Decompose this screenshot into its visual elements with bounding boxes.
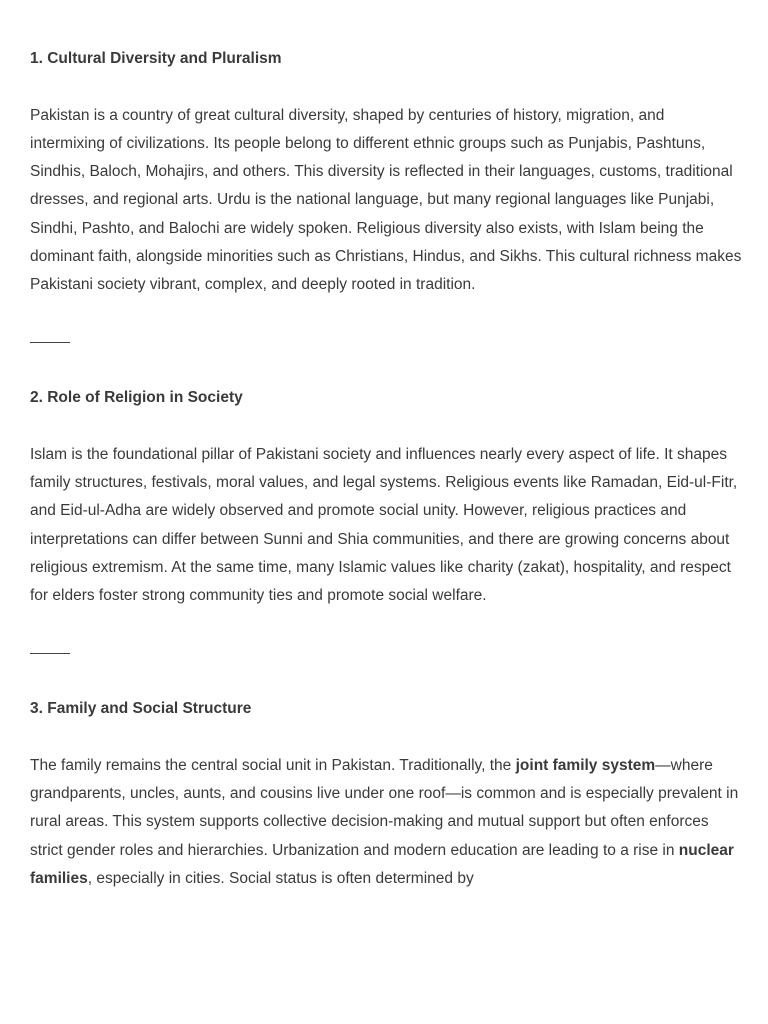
spacer (30, 724, 742, 752)
section-divider (30, 342, 70, 343)
spacer (30, 356, 742, 384)
spacer (30, 73, 742, 101)
spacer (30, 667, 742, 695)
section-3-heading: 3. Family and Social Structure (30, 700, 252, 718)
spacer (30, 413, 742, 441)
paragraph-text: , especially in cities. Social status is often determined by (87, 870, 474, 888)
section-2-paragraph: Islam is the foundational pillar of Pakistani society and influences nearly every aspect of life. It shapes family structures, festivals, moral values, and legal systems. Religious events like Ramadan, Eid-ul-Fitr, and Eid-ul-Adha are widely observed and promote social unity. However, religious practices and interpretations can differ between Sunni and Shia communities, and there are growing concerns about religious extremism. At the same time, many Islamic values like charity (zakat), hospitality, and respect for elders foster strong community ties and promote social welfare. (30, 445, 738, 605)
paragraph-text: —where grandparents, uncles, aunts, and cousins live under one roof—is common and is especially prevalent in rural areas. This system supports collective decision-making and mutual support but often enforces strict gender roles and hierarchies. Urbanization and modern education are leading to a rise in (30, 756, 739, 859)
section-divider (30, 653, 70, 654)
document-body (30, 45, 742, 893)
spacer (30, 611, 742, 639)
bold-term-nuclear-families: nuclear families (30, 841, 734, 888)
bold-term-joint-family: joint family system (515, 756, 656, 774)
section-3-paragraph (30, 752, 742, 893)
spacer (30, 300, 742, 328)
section-2-heading: 2. Role of Religion in Society (30, 389, 243, 407)
section-1-heading: 1. Cultural Diversity and Pluralism (30, 50, 282, 67)
section-1-paragraph: Pakistan is a country of great cultural diversity, shaped by centuries of history, migration, and intermixing of civilizations. Its people belong to different ethnic groups such as Punjabis, Pashtuns, Sindhis, Baloch, Mohajirs, and others. This diversity is reflected in their languages, customs, traditional dresses, and regional arts. Urdu is the national language, but many regional languages like Punjabi, Sindhi, Pashto, and Balochi are widely spoken. Religious diversity also exists, with Islam being the dominant faith, alongside minorities such as Christians, Hindus, and Sikhs. This cultural richness makes Pakistani society vibrant, complex, and deeply rooted in tradition. (30, 106, 742, 294)
paragraph-text: The family remains the central social unit in Pakistan. Traditionally, the (30, 756, 516, 774)
